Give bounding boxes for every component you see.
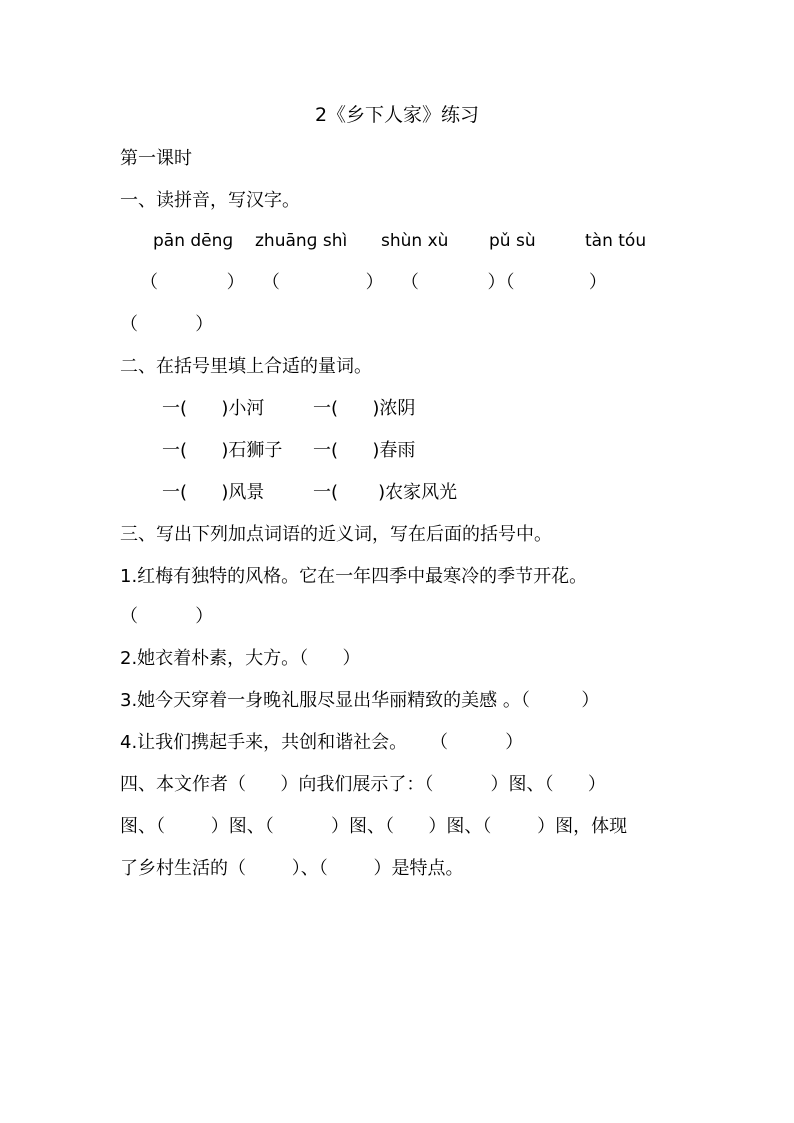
synonym-question-4: 4.让我们携起手来，共创和谐社会。 （ ） [120, 732, 524, 753]
measure-word-2b: 一( )春雨 [313, 440, 416, 461]
measure-word-1a: 一( )小河 [162, 398, 265, 419]
section4-line-2: 图、（ ）图、（ ）图、（ ）图、（ ）图，体现 [120, 816, 628, 837]
page-title: 2《乡下人家》练习 [314, 104, 480, 126]
pinyin-2: zhuānɡ shì [255, 231, 348, 251]
pinyin-5: tàn tóu [585, 231, 647, 251]
section1-heading: 一、读拼音，写汉字。 [120, 190, 300, 211]
section4-line-3: 了乡村生活的（ ）、（ ）是特点。 [120, 858, 464, 879]
pinyin-1: pān dēnɡ [153, 231, 234, 251]
lesson-label: 第一课时 [120, 148, 192, 169]
section3-heading: 三、写出下列加点词语的近义词，写在后面的括号中。 [120, 524, 552, 545]
measure-word-3a: 一( )风景 [162, 482, 265, 503]
measure-word-1b: 一( )浓阴 [313, 398, 416, 419]
measure-word-3b: 一( )农家风光 [313, 482, 458, 503]
measure-word-2a: 一( )石狮子 [162, 440, 283, 461]
answer-blanks-row1: （ ） （ ） （ ）（ ） [140, 272, 607, 293]
synonym-answer-1: （ ） [120, 606, 214, 627]
section4-line-1: 四、本文作者（ ）向我们展示了：（ ）图、（ ） [120, 774, 606, 795]
pinyin-4: pǔ sù [489, 231, 536, 251]
synonym-question-1: 1.红梅有独特的风格。它在一年四季中最寒冷的季节开花。 [120, 566, 588, 587]
synonym-question-2: 2.她衣着朴素，大方。（ ） [120, 648, 361, 669]
section2-heading: 二、在括号里填上合适的量词。 [120, 356, 372, 377]
pinyin-3: shùn xù [381, 231, 449, 251]
answer-blanks-row2: （ ） [120, 314, 214, 335]
synonym-question-3: 3.她今天穿着一身晚礼服尽显出华丽精致的美感 。（ ） [120, 690, 600, 711]
